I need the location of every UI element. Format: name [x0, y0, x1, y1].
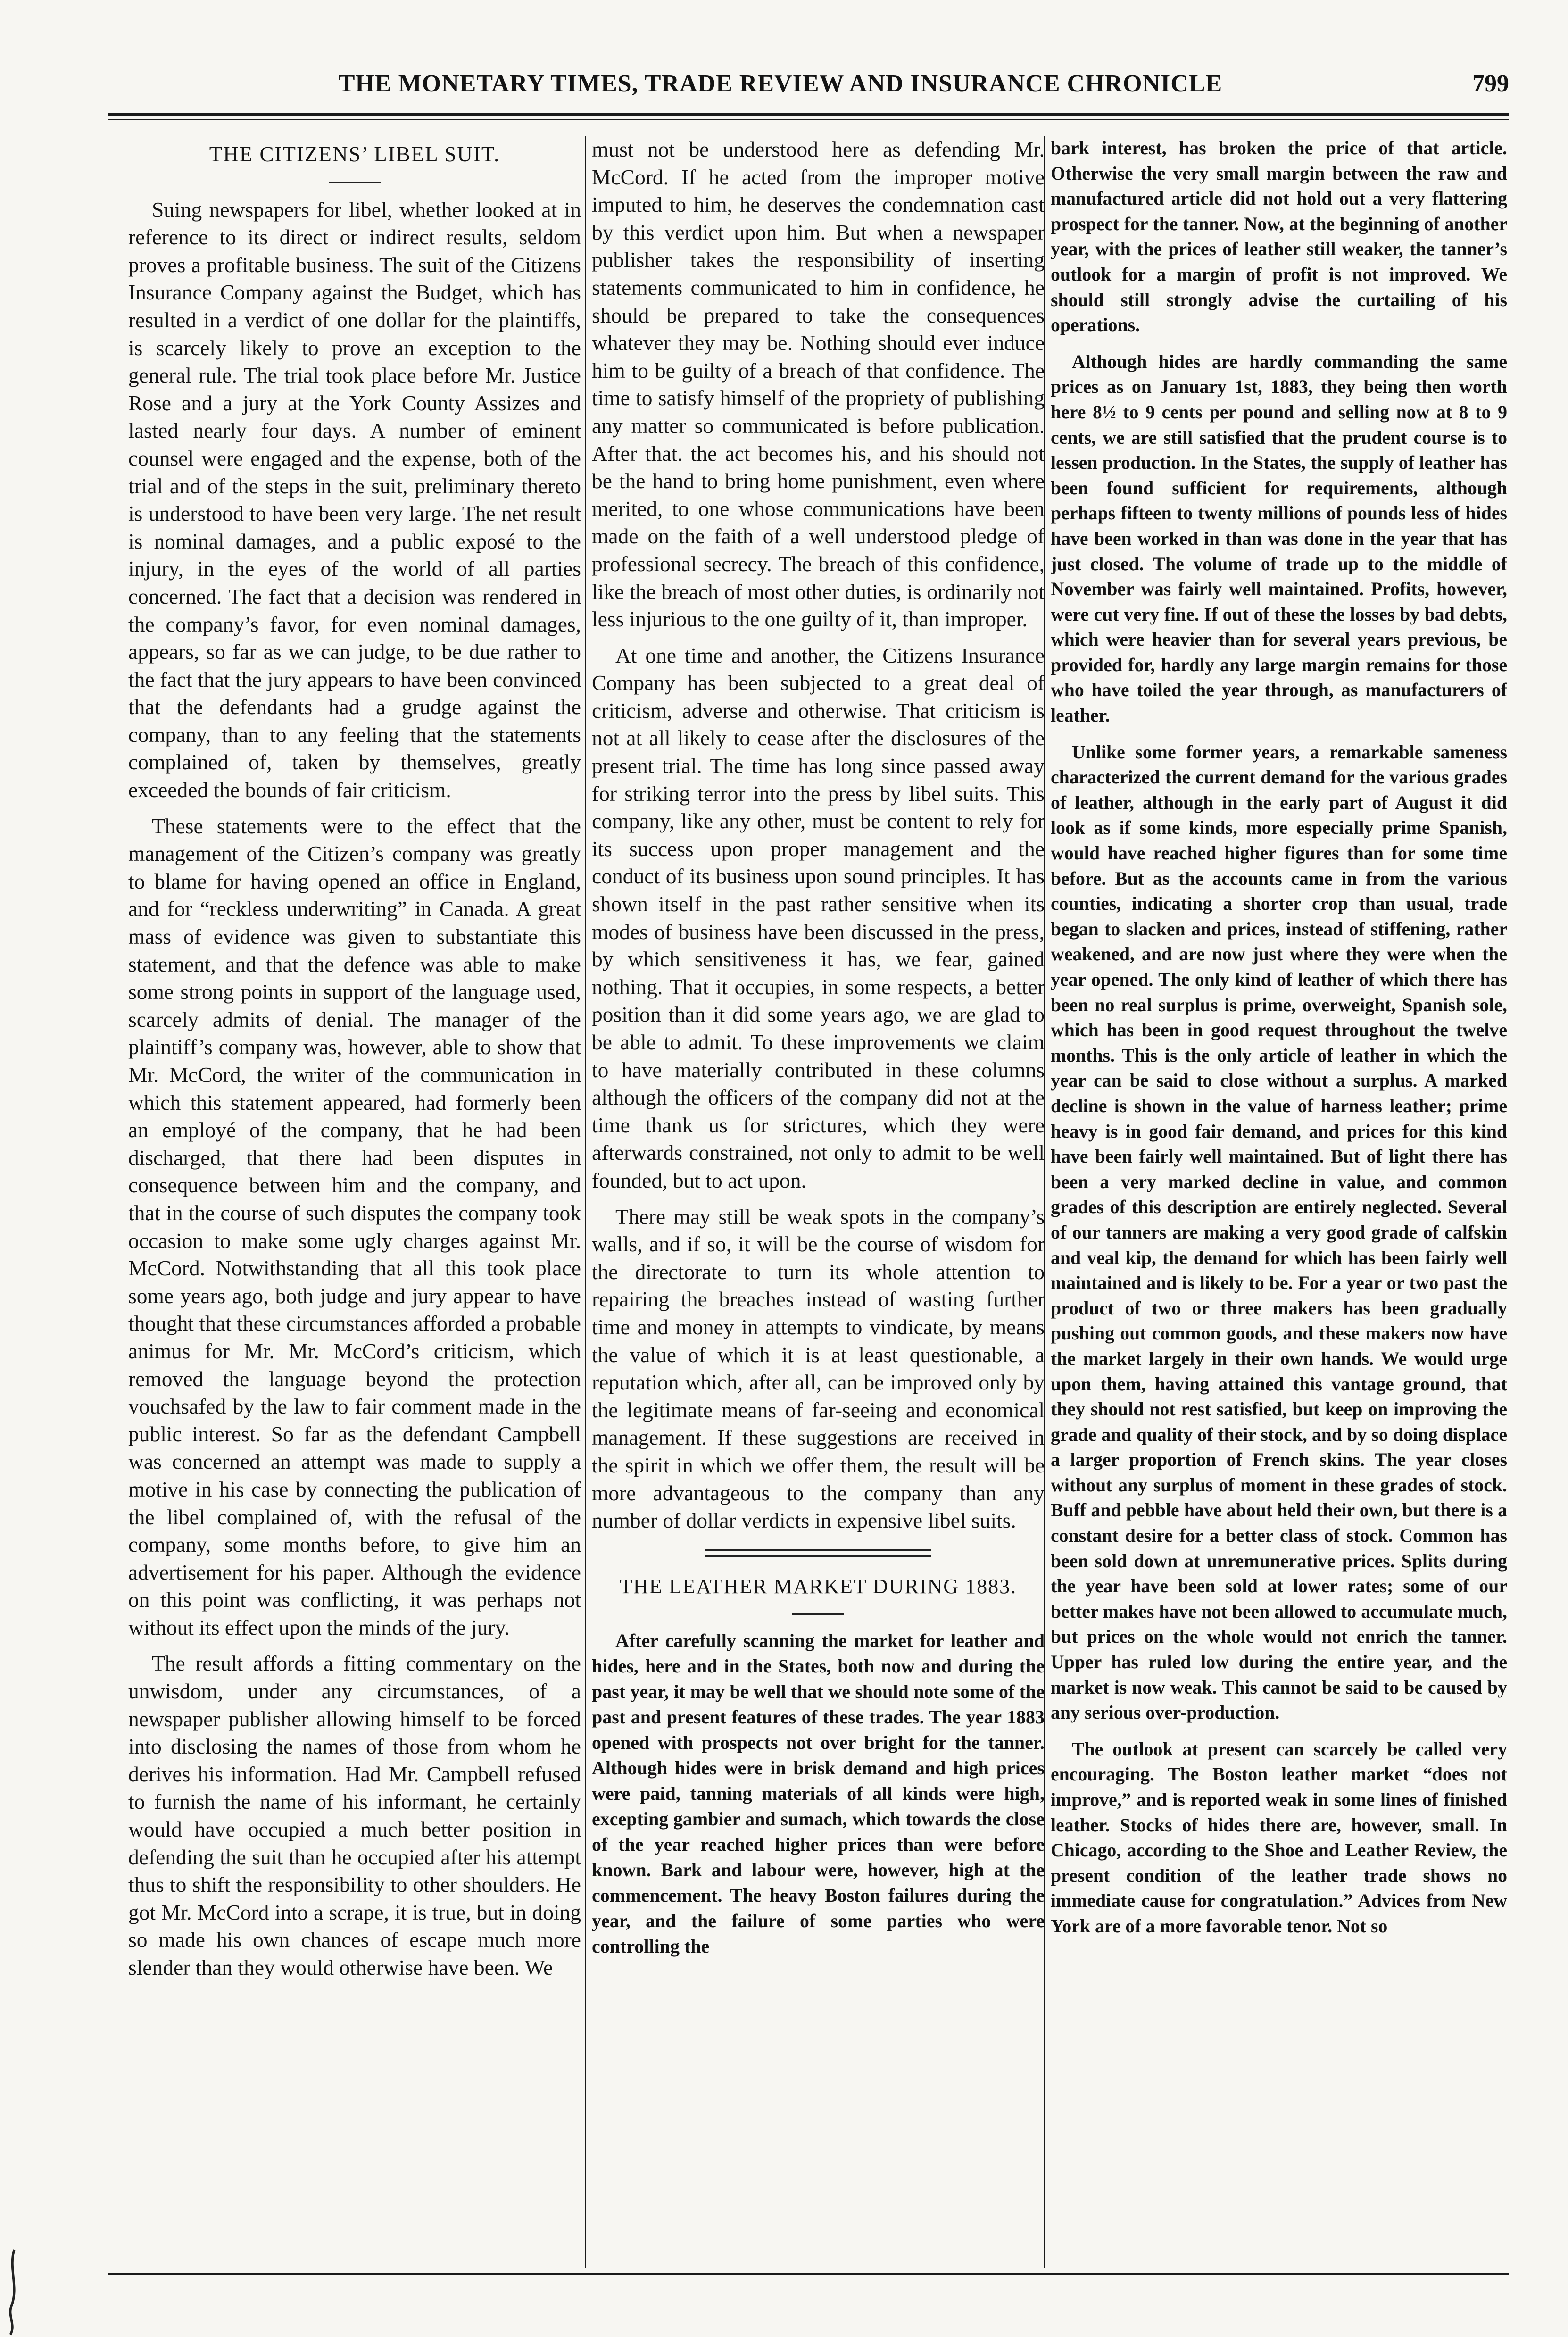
paragraph: bark interest, has broken the price of that article. Otherwise the very small margin between the raw and manufactured article did not hold out a very flattering prospect for the tanner. Now, at the beginning of another year, with the prices of leather still weaker, the tanner’s outlook for a margin of profit is not improved. We should still strongly advise the curtailing of his operations. [1051, 138, 1507, 336]
column-3 [1051, 136, 1507, 2268]
paragraph: The result affords a fitting commentary on the unwisdom, under any circumstances, of a newspaper publisher allowing himself to be forced into disclosing the names of those from whom he derives his information. Had Mr. Campbell refused to furnish the name of his informant, he certainly would have occupied a much better position in defending the suit than he occupied after his attempt thus to shift the responsibility to other shoulders. He got Mr. McCord into a scrape, it is true, but in doing so made his own chances of escape much more slender than they would otherwise have been. We [128, 1651, 581, 1979]
column-divider [585, 136, 586, 2268]
paragraph: After carefully scanning the market for leather and hides, here and in the States, both now and during the past year, it may be well that we should note some of the past and present features of these trades. The year 1883 opened with prospects not over bright for the tanner. Although hides were in brisk demand and high prices were paid, tanning materials of all kinds were high, excepting gambier and sumach, which towards the close of the year reached higher prices than were before known. Bark and labour were, however, high at the commencement. The heavy Boston failures during the year, and the failure of some parties who were controlling the [592, 1630, 1045, 1957]
paragraph: Unlike some former years, a remarkable sameness characterized the current demand for the various grades of leather, although in the early part of August it did look as if some kinds, more especially prime Spanish, would have reached higher figures than for some time before. But as the accounts came in from the various counties, indicating a shorter crop than usual, trade began to slacken and prices, instead of stiffening, rather weakened, and are now just where they were when the year opened. The only kind of leather of which there has been no real surplus is prime, overweight, Spanish sole, which has been in good request throughout the twelve months. This is the only article of leather in which the year can be said to close without a surplus. A marked decline is shown in the value of harness leather; prime heavy is in good fair demand, and prices for this kind have been fairly well maintained. But of light there has been a very marked decline in value, and common grades of this description are entirely neglected. Several of our tanners are making a very good grade of calfskin and veal kip, the demand for which has been fairly well maintained and is likely to be. For a year or two past the product of two or three makers has been gradually pushing out common goods, and these makers now have the market largely in their own hands. We would urge upon them, having attained this vantage ground, that they should not rest satisfied, but keep on improving the grade and quality of their stock, and by so doing displace a larger proportion of French skins. The year closes without any surplus of moment in these grades of stock. Buff and pebble have about held their own, but there is a constant desire for a better class of stock. Common has been sold down at unremunerative prices. Splits during the year have been sold at lower rates; some of our better makes have not been allowed to accumulate much, but prices on the whole would not enrich the tanner. Upper has ruled low during the entire year, and the market is now weak. This cannot be said to be caused by any serious over-production. [1051, 741, 1507, 1723]
publication-title: THE MONETARY TIMES, TRADE REVIEW AND INSURANCE CHRONICLE [338, 70, 1223, 97]
heading-rule [792, 1613, 844, 1615]
masthead [108, 70, 1509, 110]
article-heading: THE CITIZENS’ LIBEL SUIT. [209, 142, 500, 166]
paragraph: At one time and another, the Citizens Insurance Company has been subjected to a great deal of criticism, adverse and otherwise. That criticism is not at all likely to cease after the disclosures of the present trial. The time has long since passed away for striking terror into the press by libel suits. This company, like any other, must be content to rely for its success upon proper management and the conduct of its business upon sound principles. It has shown itself in the past rather sensitive when its modes of business have been discussed in the press, by which sensitiveness it has, we fear, gained nothing. That it occupies, in some respects, a better position than it did some years ago, we are glad to be able to admit. To these improvements we claim to have materially contributed in these columns although the officers of the company did not at the time thank us for strictures, which they were afterwards constrained, not only to admit to be well founded, but to act upon. [592, 643, 1045, 1192]
paragraph: must not be understood here as defending Mr. McCord. If he acted from the improper motive imputed to him, he deserves the condemnation cast by this verdict upon him. But when a newspaper publisher takes the responsibility of inserting statements communicated to him in confidence, he should be prepared to take the consequences whatever they may be. Nothing should ever induce him to be guilty of a breach of that confidence. The time to satisfy himself of the propriety of publishing any matter so communicated is before publication. After that. the act becomes his, and his should not be the hand to bring home punishment, even where merited, to one whose communications have been made on the faith of a well understood pledge of professional secrecy. The breach of this confidence, like the breach of most other duties, is ordinarily not less injurious to the one guilty of it, than improper. [592, 137, 1045, 632]
paragraph: Suing newspapers for libel, whether looked at in reference to its direct or indirect results, seldom proves a profitable business. The suit of the Citizens Insurance Company against the Budget, which has resulted in a verdict of one dollar for the plaintiffs, is scarcely likely to prove an exception to the general rule. The trial took place before Mr. Justice Rose and a jury at the York County Assizes and lasted nearly four days. A number of eminent counsel were engaged and the expense, both of the trial and of the steps in the suit, preliminary thereto is understood to have been very large. The net result is nominal damages, and a public exposé to the injury, in the eyes of the world of all parties concerned. The fact that a decision was rendered in the company’s favor, for even nominal damages, appears, so far as we can judge, to be due rather to the fact that the jury appears to have been convinced that the defendants had a grudge against the company, than to any feeling that the statements complained of, taken by themselves, greatly exceeded the bounds of fair criticism. [128, 197, 581, 802]
paragraph: There may still be weak spots in the company’s walls, and if so, it will be the course of wisdom for the directorate to turn its whole attention to repairing the breaches instead of wasting further time and money in attempts to vindicate, by means the value of which it is at least questionable, a reputation which, after all, can be improved only by the legitimate means of far-seeing and economical management. If these suggestions are received in the spirit in which we offer them, the result will be more advantageous to the company than any number of dollar verdicts in expensive libel suits. [592, 1204, 1045, 1533]
article-separator [705, 1549, 931, 1557]
margin-ink-mark [0, 2245, 28, 2337]
heading-rule [329, 182, 381, 183]
column-2 [592, 136, 1045, 2268]
paragraph: These statements were to the effect that the management of the Citizen’s company was greatly to blame for having opened an office in England, and for “reckless underwriting” in Canada. A great mass of evidence was given to substantiate this statement, and that the defence was able to make some strong points in support of the language used, scarcely admits of denial. The manager of the plaintiff’s company was, however, able to show that Mr. McCord, the writer of the communication in which this statement appeared, had formerly been an employé of the company, that he had been discharged, that there had been disputes in consequence between him and the company, and that in the course of such disputes the company took occasion to make some ugly charges against Mr. McCord. Notwithstanding that all this took place some years ago, both judge and jury appear to have thought that these circumstances afforded a probable animus for Mr. Mr. McCord’s criticism, which removed the language beyond the protection vouchsafed by the law to fair comment made in the public interest. So far as the defendant Campbell was concerned an attempt was made to supply a motive in his case by connecting the publication of the libel complained of, with the refusal of the company, some months before, to give him an advertisement for his paper. Although the evidence on this point was conflicting, it was perhaps not without its effect upon the minds of the jury. [128, 814, 581, 1639]
page-number: 799 [1472, 70, 1509, 97]
paragraph: The outlook at present can scarcely be called very encouraging. The Boston leather market “does not improve,” and is reported weak in some lines of finished leather. Stocks of hides there are, however, small. In Chicago, according to the Shoe and Leather Review, the present condition of the leather trade shows no immediate cause for congratulation.” Advices from New York are of a more favorable tenor. Not so [1051, 1738, 1507, 1937]
paragraph: Although hides are hardly commanding the same prices as on January 1st, 1883, they being then worth here 8½ to 9 cents per pound and selling now at 8 to 9 cents, we are still satisfied that the prudent course is to lessen production. In the States, the supply of leather has been found sufficient for requirements, although perhaps fifteen to twenty millions of pounds less of hides have been worked in than was done in the year that has just closed. The volume of trade up to the middle of November was fairly well maintained. Profits, however, were cut very fine. If out of these the losses by bad debts, which were heavier than for several years previous, be provided for, hardly any large margin remains for those who have toiled the year through, as manufacturers of leather. [1051, 351, 1507, 726]
column-1 [128, 136, 581, 2268]
header-rule [108, 113, 1509, 120]
footer-rule [108, 2273, 1509, 2275]
article-heading: THE LEATHER MARKET DURING 1883. [619, 1574, 1017, 1598]
